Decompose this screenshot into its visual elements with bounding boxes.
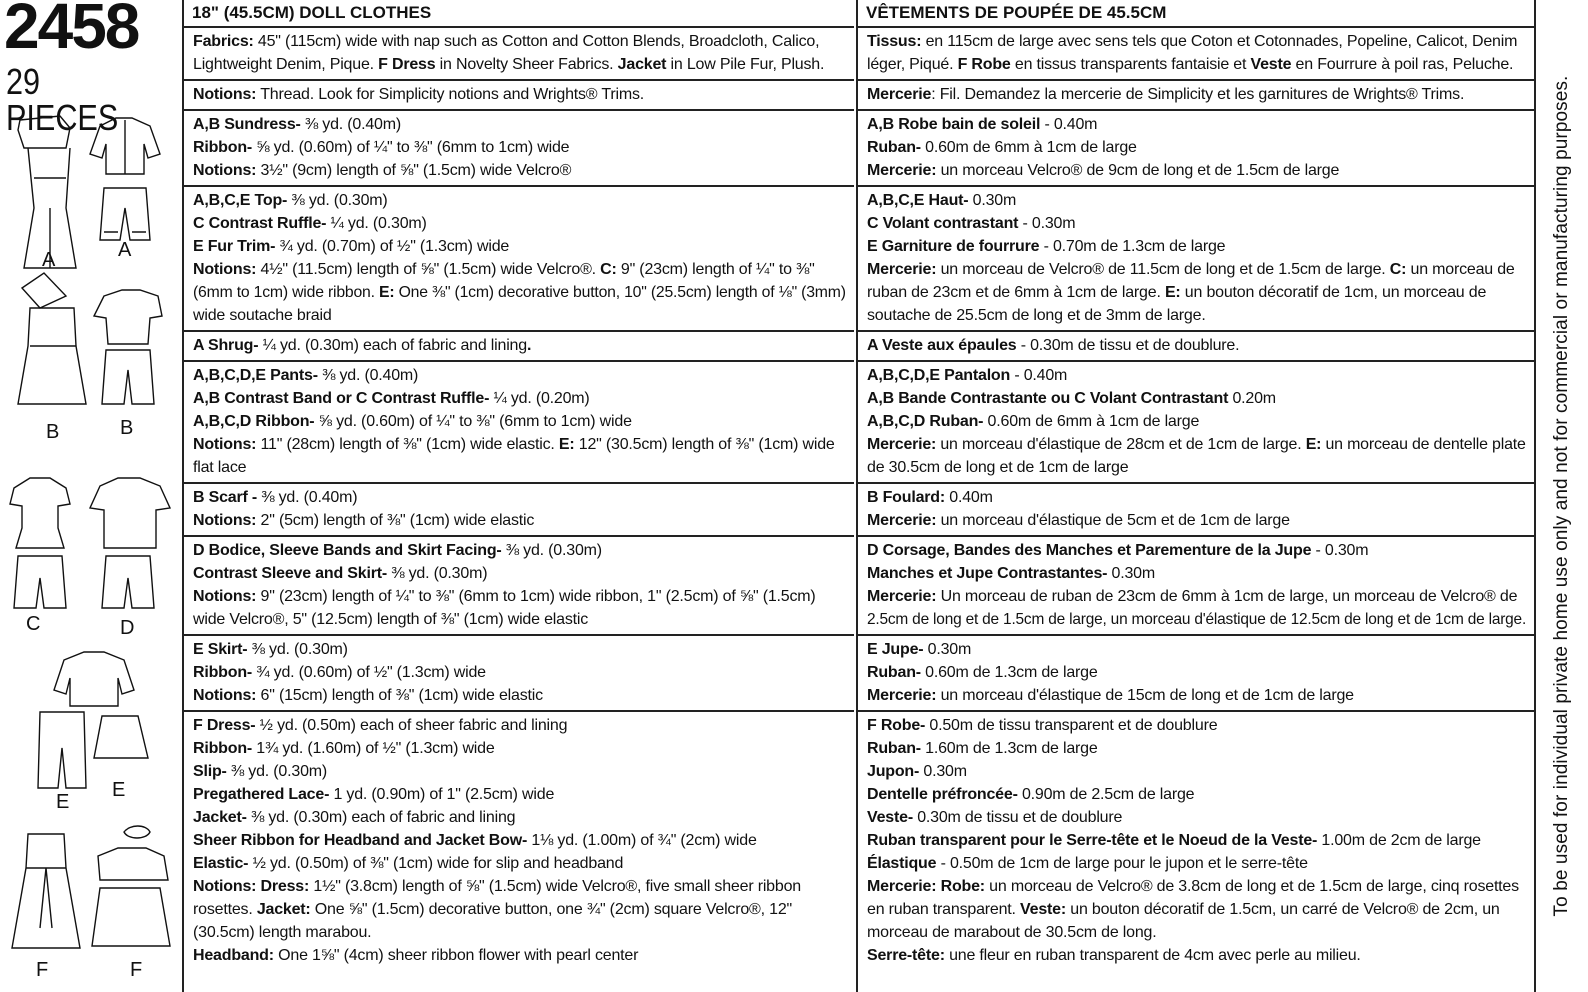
requirement-block bbox=[858, 111, 1534, 187]
requirement-block bbox=[184, 28, 854, 81]
pieces-count: 29 PIECES bbox=[6, 61, 119, 138]
text-segment: ⅜ yd. (0.30m) bbox=[247, 641, 348, 658]
bold-label: Tissus: bbox=[867, 33, 922, 50]
bold-label: Ruban- bbox=[867, 664, 921, 681]
bold-label: Jupon- bbox=[867, 763, 920, 780]
text-segment: 9" (23cm) length of ¼" to ⅜" bbox=[616, 261, 815, 278]
bold-label: Ruban- bbox=[867, 139, 921, 156]
requirement-line bbox=[193, 783, 846, 806]
text-segment: en 115cm de large avec sens tels que Coton et Cotonnades, Popeline, Calicot, Denim bbox=[921, 33, 1518, 50]
text-segment: 1½" (3.8cm) length of ⅝" (1.5cm) wide Velcro®, five small sheer ribbon bbox=[309, 878, 801, 895]
text-segment: ½ yd. (0.50m) of ⅜" (1cm) wide for slip and headband bbox=[248, 855, 624, 872]
text-segment: One ⅝" (1.5cm) decorative button, one ¾" (2cm) square Velcro®, 12" bbox=[310, 901, 793, 918]
text-segment: ⅜ yd. (0.30m) bbox=[501, 542, 602, 559]
requirement-line bbox=[867, 562, 1526, 585]
requirement-line bbox=[193, 921, 846, 944]
requirement-block bbox=[858, 28, 1534, 81]
requirement-line bbox=[193, 304, 846, 327]
requirement-line bbox=[867, 456, 1526, 479]
text-segment: 0.90m de 2.5cm de large bbox=[1017, 786, 1195, 803]
bold-label: A,B Bande Contrastante ou C Volant Contrastant bbox=[867, 390, 1229, 407]
text-segment: (30.5cm) length marabou. bbox=[193, 924, 372, 941]
text-segment: Thread. Look for Simplicity notions and Wrights® Trims. bbox=[256, 86, 644, 103]
bold-label: F Dress bbox=[378, 56, 436, 73]
sketch-a-top-pants bbox=[90, 118, 160, 240]
requirement-line bbox=[193, 608, 846, 631]
text-segment: - 0.30m bbox=[1311, 542, 1369, 559]
sketch-d-top-pants bbox=[90, 478, 170, 608]
text-segment: en tissus transparents fantaisie et bbox=[1010, 56, 1251, 73]
bold-label: Jacket: bbox=[256, 901, 311, 918]
requirement-line bbox=[193, 806, 846, 829]
text-segment: 45" (115cm) wide with nap such as Cotton and Cotton Blends, Broadcloth, Calico, bbox=[253, 33, 820, 50]
requirement-line bbox=[193, 136, 846, 159]
bold-label: Mercerie: bbox=[867, 162, 937, 179]
bold-label: F Robe bbox=[957, 56, 1011, 73]
requirement-line bbox=[867, 684, 1526, 707]
requirement-line bbox=[867, 235, 1526, 258]
text-segment: 0.40m bbox=[945, 489, 993, 506]
text-segment: : Fil. Demandez la mercerie de Simplicity et les garnitures de Wrights® Trims. bbox=[931, 86, 1465, 103]
bold-label: E Fur Trim- bbox=[193, 238, 276, 255]
bold-label: E: bbox=[1305, 436, 1322, 453]
requirement-line bbox=[867, 304, 1526, 327]
requirement-line bbox=[193, 829, 846, 852]
bold-label: A,B,C,E Haut- bbox=[867, 192, 969, 209]
requirement-block bbox=[184, 332, 854, 362]
bold-label: Ruban- bbox=[867, 740, 921, 757]
text-segment: - 0.70m de 1.3cm de large bbox=[1039, 238, 1226, 255]
requirement-block bbox=[184, 712, 854, 970]
bold-label: C Volant contrastant bbox=[867, 215, 1019, 232]
bold-label: Fabrics: bbox=[193, 33, 254, 50]
requirement-block bbox=[184, 362, 854, 484]
requirement-block bbox=[858, 712, 1534, 970]
bold-label: Notions: bbox=[193, 86, 257, 103]
sketch-e-pants-skirt bbox=[38, 712, 148, 788]
text-segment: ¼ yd. (0.30m) each of fabric and lining bbox=[258, 337, 527, 354]
requirement-line bbox=[867, 212, 1526, 235]
requirement-block bbox=[858, 332, 1534, 362]
text-segment: ⅝ yd. (0.60m) of ¼" to ⅜" (6mm to 1cm) wide bbox=[314, 413, 632, 430]
text-segment: 3½" (9cm) length of ⅝" (1.5cm) wide Velcro® bbox=[256, 162, 572, 179]
bold-label: C: bbox=[600, 261, 617, 278]
sketch-f-jacket-skirt bbox=[92, 826, 170, 946]
requirement-line bbox=[867, 30, 1526, 53]
requirement-line bbox=[193, 875, 846, 898]
bold-label: E: bbox=[378, 284, 395, 301]
text-segment: ¼ yd. (0.20m) bbox=[489, 390, 590, 407]
requirement-line bbox=[193, 258, 846, 281]
text-segment: 1⅛ yd. (1.00m) of ¾" (2cm) wide bbox=[527, 832, 757, 849]
sketch-label-f-2: F bbox=[130, 959, 143, 981]
sketch-c-top-pants bbox=[10, 478, 70, 608]
bold-label: E: bbox=[1164, 284, 1181, 301]
sketch-label-e: E bbox=[56, 791, 70, 813]
requirement-line bbox=[867, 608, 1526, 631]
text-segment: en Fourrure à poil ras, Peluche. bbox=[1291, 56, 1514, 73]
requirement-line bbox=[193, 235, 846, 258]
requirement-line bbox=[867, 258, 1526, 281]
sketch-label-b-2: B bbox=[120, 417, 134, 439]
requirement-line bbox=[867, 944, 1526, 967]
requirement-line bbox=[867, 852, 1526, 875]
requirement-line bbox=[867, 783, 1526, 806]
text-segment: flat lace bbox=[193, 459, 247, 476]
text-segment: un morceau d'élastique de 28cm et de 1cm de large. bbox=[936, 436, 1306, 453]
requirement-line bbox=[867, 387, 1526, 410]
english-blocks bbox=[184, 28, 854, 970]
text-segment: un morceau de dentelle plate bbox=[1321, 436, 1526, 453]
requirement-block bbox=[858, 537, 1534, 636]
text-segment: 1.00m de 2cm de large bbox=[1317, 832, 1481, 849]
requirement-line bbox=[867, 83, 1526, 106]
text-segment: une fleur en ruban transparent de 4cm avec perle au milieu. bbox=[944, 947, 1361, 964]
bold-label: A Veste aux épaules bbox=[867, 337, 1017, 354]
bold-label: Notions: bbox=[193, 687, 257, 704]
usage-side-note bbox=[1536, 0, 1588, 992]
text-segment: - 0.40m bbox=[1010, 367, 1068, 384]
text-segment: in Novelty Sheer Fabrics. bbox=[435, 56, 618, 73]
text-segment: 0.30m bbox=[923, 641, 972, 658]
bold-label: Élastique bbox=[867, 855, 937, 872]
bold-label: Mercerie bbox=[867, 86, 932, 103]
sketch-label-c: C bbox=[26, 613, 41, 635]
requirement-line bbox=[867, 281, 1526, 304]
requirement-line bbox=[867, 585, 1526, 608]
text-segment: ⅜ yd. (0.30m) bbox=[386, 565, 488, 582]
french-column bbox=[856, 0, 1536, 992]
text-segment: in Low Pile Fur, Plush. bbox=[666, 56, 825, 73]
requirement-line bbox=[193, 212, 846, 235]
bold-label: F Robe- bbox=[867, 717, 926, 734]
requirement-line bbox=[867, 921, 1526, 944]
pattern-number: 2458 bbox=[4, 0, 139, 62]
requirement-line bbox=[193, 159, 846, 182]
bold-label: Ribbon- bbox=[193, 740, 253, 757]
text-segment: de 30.5cm de long et de 1cm de large bbox=[867, 459, 1129, 476]
requirement-line bbox=[193, 661, 846, 684]
text-segment: wide Velcro®, 5" (12.5cm) length of ⅜" (1cm) wide elastic bbox=[193, 611, 589, 628]
requirement-block bbox=[184, 537, 854, 636]
bold-label: Mercerie: bbox=[867, 436, 937, 453]
requirement-line bbox=[867, 737, 1526, 760]
requirement-line bbox=[867, 661, 1526, 684]
requirement-block bbox=[858, 187, 1534, 332]
bold-label: B Foulard: bbox=[867, 489, 945, 506]
text-segment: - 0.40m bbox=[1040, 116, 1098, 133]
text-segment: soutache de 25.5cm de long et de 3mm de large. bbox=[867, 307, 1206, 324]
bold-label: C: bbox=[1389, 261, 1407, 278]
bold-label: D Corsage, Bandes des Manches et Parementure de la Jupe bbox=[867, 542, 1312, 559]
requirement-line bbox=[193, 585, 846, 608]
requirement-line bbox=[867, 898, 1526, 921]
english-column bbox=[182, 0, 854, 992]
text-segment: 0.60m de 6mm à 1cm de large bbox=[920, 139, 1137, 156]
bold-label: C Contrast Ruffle- bbox=[193, 215, 327, 232]
bold-label: Mercerie: bbox=[867, 261, 937, 278]
bold-label: Contrast Sleeve and Skirt- bbox=[193, 565, 387, 582]
text-segment: un morceau de bbox=[1406, 261, 1515, 278]
french-blocks bbox=[858, 28, 1534, 970]
text-segment: Lightweight Denim, Pique. bbox=[193, 56, 379, 73]
text-segment: 1¾ yd. (1.60m) of ½" (1.3cm) wide bbox=[252, 740, 495, 757]
requirement-line bbox=[193, 387, 846, 410]
text-segment: wide soutache braid bbox=[193, 307, 332, 324]
bold-label: E: bbox=[558, 436, 575, 453]
text-segment: 2" (5cm) length of ⅜" (1cm) wide elastic bbox=[256, 512, 535, 529]
text-segment: - 0.50m de 1cm de large pour le jupon et le serre-tête bbox=[936, 855, 1308, 872]
bold-label: Sheer Ribbon for Headband and Jacket Bow- bbox=[193, 832, 528, 849]
text-segment: 9" (23cm) length of ¼" to ⅜" (6mm to 1cm) wide ribbon, 1" (2.5cm) of ⅝" (1.5cm) bbox=[256, 588, 816, 605]
sketch-label-e-2: E bbox=[112, 779, 126, 801]
bold-label: Veste: bbox=[1020, 901, 1066, 918]
bold-label: B Scarf - bbox=[193, 489, 257, 506]
sketch-f-dress bbox=[12, 834, 80, 948]
text-segment: un morceau de Velcro® de 3.8cm de long et de 1.5cm de large, cinq rosettes bbox=[984, 878, 1519, 895]
bold-label: Notions: bbox=[193, 436, 257, 453]
text-segment: un morceau d'élastique de 5cm et de 1cm de large bbox=[936, 512, 1290, 529]
text-segment: un morceau d'élastique de 15cm de long et de 1cm de large bbox=[936, 687, 1354, 704]
bold-label: Jacket- bbox=[193, 809, 247, 826]
text-segment: 11" (28cm) length of ⅜" (1cm) wide elastic. bbox=[256, 436, 559, 453]
requirement-block bbox=[858, 636, 1534, 712]
requirement-line bbox=[193, 486, 846, 509]
text-segment: ⅜ yd. (0.40m) bbox=[300, 116, 402, 133]
text-segment: ½ yd. (0.50m) each of sheer fabric and lining bbox=[255, 717, 568, 734]
text-segment: 1 yd. (0.90m) of 1" (2.5cm) wide bbox=[329, 786, 555, 803]
requirement-block bbox=[184, 111, 854, 187]
text-segment: ⅝ yd. (0.60m) of ¼" to ⅜" (6mm to 1cm) wide bbox=[252, 139, 570, 156]
text-segment: ⅜ yd. (0.30m) bbox=[287, 192, 388, 209]
requirement-line bbox=[867, 136, 1526, 159]
text-segment: 0.30m bbox=[1107, 565, 1156, 582]
bold-label: Mercerie: Robe: bbox=[867, 878, 985, 895]
envelope-left-panel bbox=[0, 0, 178, 992]
text-segment: ⅜ yd. (0.30m) each of fabric and lining bbox=[246, 809, 516, 826]
requirement-line bbox=[867, 509, 1526, 532]
requirement-line bbox=[193, 281, 846, 304]
bold-label: Elastic- bbox=[193, 855, 249, 872]
english-title: 18" (45.5CM) DOLL CLOTHES bbox=[184, 0, 854, 28]
text-segment: 4½" (11.5cm) length of ⅝" (1.5cm) wide Velcro®. bbox=[256, 261, 601, 278]
requirement-line bbox=[867, 53, 1526, 76]
requirement-line bbox=[867, 638, 1526, 661]
bold-label: Notions: bbox=[193, 588, 257, 605]
requirement-block bbox=[184, 636, 854, 712]
text-segment: ruban de 23cm et de 6mm à 1cm de large. bbox=[867, 284, 1165, 301]
usage-note-text: To be used for individual private home use only and not for commercial or manufacturing purposes. bbox=[1551, 75, 1572, 917]
requirement-line bbox=[193, 334, 846, 357]
text-segment: un morceau Velcro® de 9cm de long et de 1.5cm de large bbox=[936, 162, 1340, 179]
text-segment: ⅜ yd. (0.40m) bbox=[257, 489, 358, 506]
bold-label: Slip- bbox=[193, 763, 227, 780]
requirement-line bbox=[867, 829, 1526, 852]
text-segment: One 1⅝" (4cm) sheer ribbon flower with pearl center bbox=[273, 947, 639, 964]
bold-label: E Jupe- bbox=[867, 641, 924, 658]
requirement-block bbox=[858, 81, 1534, 111]
text-segment: - 0.30m de tissu et de doublure. bbox=[1016, 337, 1240, 354]
requirement-line bbox=[193, 562, 846, 585]
text-segment: One ⅜" (1cm) decorative button, 10" (25.5cm) length of ⅛" (3mm) bbox=[394, 284, 846, 301]
requirement-block bbox=[184, 187, 854, 332]
requirement-line bbox=[193, 410, 846, 433]
text-segment: ¼ yd. (0.30m) bbox=[326, 215, 427, 232]
bold-label: Ribbon- bbox=[193, 139, 253, 156]
sketch-label-d: D bbox=[120, 617, 135, 639]
bold-label: E Garniture de fourrure bbox=[867, 238, 1040, 255]
bold-label: Notions: bbox=[193, 261, 257, 278]
requirement-line bbox=[867, 806, 1526, 829]
text-segment: - 0.30m bbox=[1018, 215, 1076, 232]
bold-label: Mercerie: bbox=[867, 687, 937, 704]
text-segment: léger, Piqué. bbox=[867, 56, 958, 73]
sketch-label-a: A bbox=[42, 249, 56, 271]
requirement-block bbox=[858, 484, 1534, 537]
bold-label: Notions: bbox=[193, 162, 257, 179]
text-segment: 0.50m de tissu transparent et de doublure bbox=[925, 717, 1218, 734]
text-segment: un bouton décoratif de 1cm, un morceau de bbox=[1180, 284, 1487, 301]
requirement-line bbox=[867, 334, 1526, 357]
text-segment: ¾ yd. (0.60m) of ½" (1.3cm) wide bbox=[252, 664, 486, 681]
sketch-label-f: F bbox=[36, 959, 49, 981]
bold-label: Jacket bbox=[617, 56, 667, 73]
bold-label: Veste bbox=[1250, 56, 1292, 73]
bold-label: A,B,C,D Ribbon- bbox=[193, 413, 315, 430]
bold-label: Notions: bbox=[193, 512, 257, 529]
requirement-line bbox=[193, 760, 846, 783]
sketch-a-shrug-dress bbox=[18, 116, 76, 268]
requirement-line bbox=[193, 113, 846, 136]
requirement-line bbox=[193, 509, 846, 532]
text-segment: rosettes. bbox=[193, 901, 257, 918]
text-segment: 0.30m bbox=[919, 763, 967, 780]
requirement-line bbox=[193, 364, 846, 387]
text-segment: 0.30m bbox=[968, 192, 1017, 209]
requirement-line bbox=[193, 852, 846, 875]
bold-label: Pregathered Lace- bbox=[193, 786, 330, 803]
text-segment: 0.30m de tissu et de doublure bbox=[912, 809, 1123, 826]
requirement-line bbox=[867, 433, 1526, 456]
requirement-block bbox=[184, 484, 854, 537]
bold-label: F Dress- bbox=[193, 717, 256, 734]
text-segment: ⅜ yd. (0.40m) bbox=[317, 367, 419, 384]
sketch-label-b: B bbox=[46, 421, 60, 443]
text-segment: Un morceau de ruban de 23cm de 6mm à 1cm de large, un morceau de Velcro® de bbox=[936, 588, 1518, 605]
bold-label: A,B,C,D,E Pants- bbox=[193, 367, 318, 384]
requirement-line bbox=[193, 737, 846, 760]
requirement-line bbox=[193, 539, 846, 562]
requirement-line bbox=[193, 944, 846, 967]
requirement-line bbox=[193, 30, 846, 53]
bold-label: Mercerie: bbox=[867, 588, 937, 605]
bold-label: Notions: Dress: bbox=[193, 878, 310, 895]
sketch-b-dress-scarf bbox=[18, 273, 86, 404]
requirement-line bbox=[193, 189, 846, 212]
requirement-line bbox=[193, 638, 846, 661]
text-segment: 0.20m bbox=[1228, 390, 1276, 407]
text-segment: 2.5cm de long et de 1.5cm de large, un morceau d'élastique de 12.5cm de long et de 1cm de large. bbox=[867, 611, 1526, 628]
text-segment: 6" (15cm) length of ⅜" (1cm) wide elastic bbox=[256, 687, 543, 704]
bold-label: D Bodice, Sleeve Bands and Skirt Facing- bbox=[193, 542, 502, 559]
text-segment: ¾ yd. (0.70m) of ½" (1.3cm) wide bbox=[275, 238, 510, 255]
garment-sketches bbox=[0, 108, 178, 988]
sketch-label-a-2: A bbox=[118, 239, 132, 261]
bold-label: A,B Robe bain de soleil bbox=[867, 116, 1041, 133]
bold-label: A,B Contrast Band or C Contrast Ruffle- bbox=[193, 390, 490, 407]
requirement-line bbox=[867, 189, 1526, 212]
bold-label: A,B,C,D,E Pantalon bbox=[867, 367, 1011, 384]
requirement-line bbox=[867, 364, 1526, 387]
requirement-line bbox=[193, 898, 846, 921]
sketch-b-top-pants bbox=[94, 290, 162, 404]
requirement-line bbox=[193, 456, 846, 479]
requirement-line bbox=[193, 433, 846, 456]
requirement-line bbox=[867, 714, 1526, 737]
text-segment: (6mm to 1cm) wide ribbon. bbox=[193, 284, 379, 301]
bold-label: Mercerie: bbox=[867, 512, 937, 529]
bold-label: Manches et Jupe Contrastantes- bbox=[867, 565, 1108, 582]
bold-label: Serre-tête: bbox=[867, 947, 945, 964]
text-segment: un bouton décoratif de 1.5cm, un carré de Velcro® de 2cm, un bbox=[1066, 901, 1500, 918]
text-segment: 12" (30.5cm) length of ⅜" (1cm) wide bbox=[574, 436, 835, 453]
requirement-block bbox=[184, 81, 854, 111]
requirement-line bbox=[867, 760, 1526, 783]
sketch-e-jacket bbox=[54, 652, 134, 706]
requirement-line bbox=[867, 159, 1526, 182]
text-segment: ⅜ yd. (0.30m) bbox=[226, 763, 328, 780]
requirement-block bbox=[858, 362, 1534, 484]
bold-label: A,B,C,D Ruban- bbox=[867, 413, 984, 430]
bold-label: E Skirt- bbox=[193, 641, 248, 658]
requirement-line bbox=[867, 410, 1526, 433]
requirement-line bbox=[867, 539, 1526, 562]
requirement-line bbox=[193, 53, 846, 76]
bold-label: . bbox=[526, 337, 532, 354]
requirement-line bbox=[193, 714, 846, 737]
text-segment: un morceau de Velcro® de 11.5cm de long et de 1.5cm de large. bbox=[936, 261, 1390, 278]
bold-label: Headband: bbox=[193, 947, 274, 964]
bold-label: A Shrug- bbox=[193, 337, 259, 354]
french-title: VÊTEMENTS DE POUPÉE DE 45.5CM bbox=[858, 0, 1534, 28]
text-segment: morceau de marabout de 30.5cm de long. bbox=[867, 924, 1157, 941]
requirement-line bbox=[867, 113, 1526, 136]
bold-label: Ribbon- bbox=[193, 664, 253, 681]
requirement-line bbox=[193, 684, 846, 707]
bold-label: Veste- bbox=[867, 809, 913, 826]
text-segment: en ruban transparent. bbox=[867, 901, 1021, 918]
requirement-line bbox=[867, 875, 1526, 898]
bold-label: A,B,C,E Top- bbox=[193, 192, 288, 209]
text-segment: 0.60m de 1.3cm de large bbox=[920, 664, 1098, 681]
text-segment: 1.60m de 1.3cm de large bbox=[920, 740, 1098, 757]
requirement-line bbox=[193, 83, 846, 106]
text-segment: 0.60m de 6mm à 1cm de large bbox=[983, 413, 1200, 430]
bold-label: Ruban transparent pour le Serre-tête et le Noeud de la Veste- bbox=[867, 832, 1318, 849]
requirement-line bbox=[867, 486, 1526, 509]
bold-label: A,B Sundress- bbox=[193, 116, 301, 133]
bold-label: Dentelle préfroncée- bbox=[867, 786, 1018, 803]
